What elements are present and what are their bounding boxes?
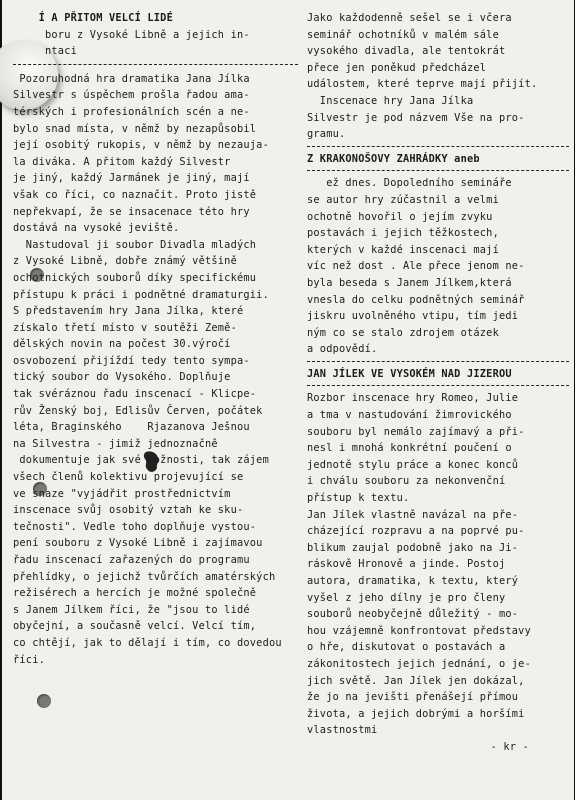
text-line: Jan Jílek vlastně navázal na pře-	[307, 508, 519, 521]
signature: - kr -	[490, 740, 529, 753]
text-line: na Silvestra - jimiž jednoznačně	[13, 437, 218, 450]
text-line: jednotě stylu práce a konec konců	[307, 458, 519, 471]
text-line: že jo na jevišti přenášejí přímou	[307, 691, 519, 704]
section-jilek-text	[307, 390, 569, 738]
text-line: cházející rozpravu a na poprvé pu-	[307, 525, 525, 538]
article-heading-line-2: boru z Vysoké Libně a jejich in-	[13, 28, 250, 41]
text-line: jiskru uvolněného vtipu, tím jedi	[307, 310, 519, 323]
text-line: Nastudoval ji soubor Divadla mladých	[13, 238, 257, 251]
text-line: Inscenace hry Jana Jílka	[307, 94, 474, 107]
text-line: byla beseda s Janem Jílkem,která	[307, 276, 512, 289]
text-line: zákonitostech jejich jednání, o je-	[307, 657, 531, 670]
text-line: však co říci, co naznačit. Proto jistě	[13, 188, 257, 201]
intro-text	[307, 10, 569, 143]
text-line: co chtějí, jak to dělají i tím, co dovedou	[13, 636, 282, 649]
text-line: ochotnických souborů díky specifickému	[13, 271, 257, 284]
text-line: vyšel z jeho dílny je pro členy	[307, 591, 506, 604]
heading-divider	[13, 64, 298, 65]
text-line: térských i profesionálních scén a ne-	[13, 105, 250, 118]
punch-hole-bottom	[37, 694, 51, 708]
text-line: nesl i mnohá konkrétní poučení o	[307, 442, 512, 455]
text-line: rův Ženský boj, Edlisův Červen, počátek	[13, 404, 263, 417]
text-line: vlastnostmi	[307, 724, 378, 737]
text-line: inscenace svůj osobitý vztah ke sku-	[13, 504, 244, 517]
text-line: se autor hry zúčastnil a velmi	[307, 193, 499, 206]
text-line: s Janem Jílkem říci, že "jsou to lidé	[13, 603, 250, 616]
text-line: S představením hry Jana Jílka, které	[13, 305, 244, 318]
text-line: vysokého divadla, ale tentokrát	[307, 45, 506, 58]
text-line: nepřekvapí, že se insacenace této hry	[13, 205, 250, 218]
text-line: o hře, diskutovat o postavách a	[307, 641, 506, 654]
text-line: přístupu k práci i podnětné dramaturgii.	[13, 288, 269, 301]
text-line: všech členů kolektivu projevující se	[13, 471, 244, 484]
text-line: souboru byl nemálo zajímavý a při-	[307, 425, 525, 438]
text-line: tečnosti". Vedle toho doplňuje vystou-	[13, 520, 257, 533]
text-line: osvobození přijíždí tedy tento sympa-	[13, 354, 250, 367]
text-line: léta, Braginského Rjazanova Ješnou	[13, 421, 250, 434]
text-line: postavách i jejich těžkostech,	[307, 227, 499, 240]
text-line: i chválu souboru za nekonvenční	[307, 475, 506, 488]
section-krakonos-text	[307, 175, 569, 358]
text-line: dostává na vysoké jeviště.	[13, 222, 180, 235]
text-line: blikum zaujal podobně jako na Ji-	[307, 541, 519, 554]
text-line: a tma v nastudování žimrovického	[307, 409, 512, 422]
text-line: Rozbor inscenace hry Romeo, Julie	[307, 392, 519, 405]
left-body-text	[13, 71, 298, 668]
text-line: života, a jejich dobrými a horšími	[307, 707, 525, 720]
text-line: seminář ochotníků v malém sále	[307, 28, 499, 41]
text-line: přehlídky, o jejichž tvůrčích amatérských	[13, 570, 276, 583]
text-line: Silvestr je pod názvem Vše na pro-	[307, 111, 525, 124]
text-line: dokumentuje jak své možnosti, tak zájem	[13, 454, 269, 467]
text-line: tický soubor do Vysokého. Doplňuje	[13, 371, 231, 384]
text-line: hou vzájemně konfrontovat představy	[307, 624, 531, 637]
typewritten-page	[2, 0, 574, 800]
text-line: vnesla do celku podnětných seminář	[307, 293, 525, 306]
text-line: získalo třetí místo v soutěži Země-	[13, 321, 237, 334]
text-line: obyčejní, a současně velcí. Velcí tím,	[13, 620, 257, 633]
text-line: ve snaze "vyjádřit prostřednictvím	[13, 487, 231, 500]
text-line: la diváka. A přitom každý Silvestr	[13, 155, 231, 168]
text-line: řadu inscenací zařazených do programu	[13, 554, 250, 566]
text-line: gramu.	[307, 128, 346, 141]
text-line: ochotně hovořil o jejím zvyku	[307, 210, 493, 223]
article-heading-line-3: ntaci	[13, 45, 77, 58]
text-line: tak svéráznou řadu inscenací - Klicpe-	[13, 388, 257, 401]
text-line: událostem, které teprve mají přijít.	[307, 78, 538, 91]
text-line: pení souboru z Vysoké Libně i zajímavou	[13, 537, 263, 550]
text-line: přece jen poněkud předcházel	[307, 61, 487, 74]
text-line: ráskově Hronově a jinde. Postoj	[307, 558, 506, 571]
text-line: říci.	[13, 653, 45, 666]
text-line: dělských novin na počest 30.výročí	[13, 338, 231, 351]
text-line: režisérech a hercích je možné společně	[13, 587, 257, 600]
text-line: a odpovědí.	[307, 343, 378, 356]
text-line: Silvestr s úspěchem prošla řadou ama-	[13, 89, 250, 102]
text-line: ež dnes. Dopoledního semináře	[307, 177, 512, 190]
text-line: její osobitý rukopis, v němž by nezauja-	[13, 139, 269, 152]
text-line: souborů neobyčejně důležitý - mo-	[307, 608, 519, 621]
section-divider-3	[307, 361, 569, 362]
text-line: Pozoruhodná hra dramatika Jana Jílka	[13, 72, 250, 85]
section-divider-1	[307, 146, 569, 147]
text-line: jich světě. Jan Jílek jen dokázal,	[307, 674, 525, 687]
left-column	[13, 10, 298, 668]
right-column	[307, 10, 569, 756]
section-heading-krakonos: Z KRAKONOŠOVY ZAHRÁDKY aneb	[307, 152, 480, 165]
text-line: bylo snad místa, v němž by nezapůsobil	[13, 122, 257, 135]
text-line: je jiný, každý Jarmánek je jiný, mají	[13, 172, 250, 185]
text-line: kterých v každé inscenaci mají	[307, 243, 499, 256]
text-line: z Vysoké Libně, dobře známý většině	[13, 255, 237, 268]
text-line: víc než dost . Ale přece jenom ne-	[307, 260, 525, 273]
text-line: Jako každodenně sešel se i včera	[307, 12, 512, 24]
article-heading-line-1: Í A PŘITOM VELCÍ LIDÉ	[13, 12, 173, 24]
text-line: ným co se stalo zdrojem otázek	[307, 326, 499, 339]
section-divider-4	[307, 385, 569, 386]
section-divider-2	[307, 170, 569, 171]
section-heading-jilek: JAN JÍLEK VE VYSOKÉM NAD JIZEROU	[307, 367, 512, 380]
text-line: přístup k textu.	[307, 492, 410, 505]
text-line: autora, dramatika, k textu, který	[307, 575, 519, 587]
